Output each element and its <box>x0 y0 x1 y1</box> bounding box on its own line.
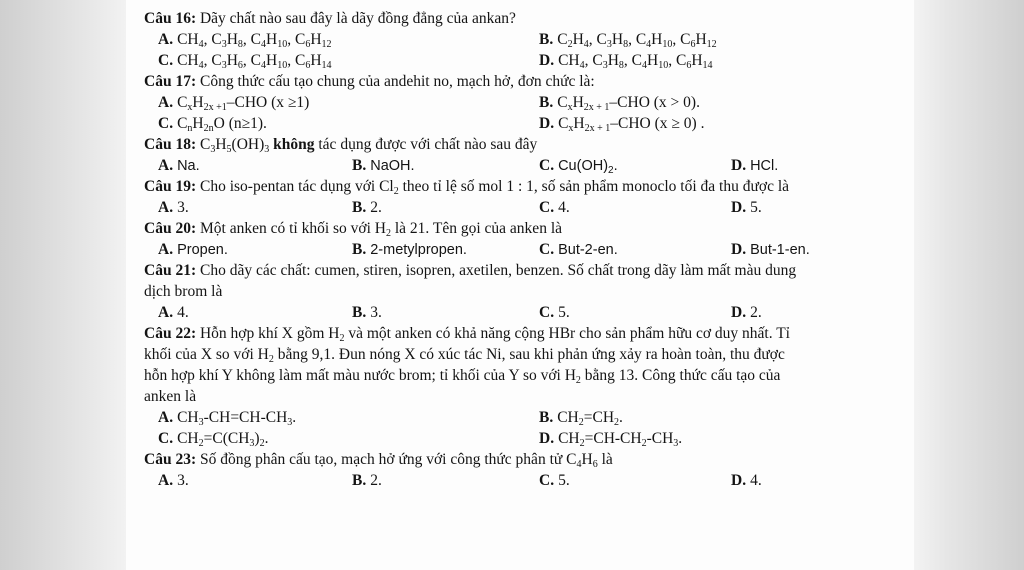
formula-text: Số đồng phân cấu tạo, mạch hở ứng với công thức phân tử C <box>199 451 577 468</box>
formula-subscript: 8 <box>237 39 243 50</box>
formula-subscript: 3 <box>210 144 216 155</box>
formula-text: H <box>695 31 707 48</box>
option-a[interactable]: A. $CH_4$, $C_3H_8$, $C_4H_{10}$, $C_6H_{12}$ <box>158 31 332 50</box>
option-c[interactable]: C. But-2-en. <box>539 241 618 258</box>
formula-text: CH <box>177 409 199 426</box>
formula-text: C <box>177 115 188 132</box>
formula-text: –CHO (x > 0). <box>609 94 700 111</box>
option-a[interactable]: A. 4. <box>158 304 189 321</box>
formula-text: CH <box>558 52 580 69</box>
option-c[interactable]: C. 4. <box>539 199 570 216</box>
formula-text: H <box>192 94 204 111</box>
formula-subscript: 14 <box>321 60 332 71</box>
formula-text: , C <box>628 31 647 48</box>
formula-text: , C <box>672 31 691 48</box>
option-b[interactable]: B. 2. <box>352 472 382 489</box>
question-16 <box>144 8 914 71</box>
formula-text: ) <box>254 430 260 447</box>
formula-subscript: 2 <box>641 438 647 449</box>
formula-text: But-2-en. <box>558 242 618 258</box>
formula-text: 5. <box>558 472 570 489</box>
formula-text: Một anken có tỉ khối so với H <box>199 220 386 237</box>
formula-subscript: 2 <box>578 417 584 428</box>
option-b[interactable]: B. NaOH. <box>352 157 415 174</box>
formula-subscript: 3 <box>249 438 255 449</box>
option-d[interactable]: D. 4. <box>731 472 762 489</box>
question-text: Cho dãy các chất: cumen, stiren, isopren, axetilen, benzen. Số chất trong dãy làm mất màu dung <box>199 262 797 279</box>
formula-text: =CH-CH <box>584 430 642 447</box>
formula-text: , C <box>584 52 603 69</box>
formula-subscript: 14 <box>702 60 713 71</box>
formula-text: =C(CH <box>203 430 250 447</box>
formula-text: HCl. <box>750 158 779 174</box>
formula-text: –CHO (x ≥1) <box>226 94 310 111</box>
option-c[interactable]: C. $CH_2=C(CH_3)_2$. <box>158 430 269 449</box>
formula-text: , C <box>588 31 607 48</box>
formula-text: 3. <box>370 304 382 321</box>
formula-subscript: 6 <box>686 60 692 71</box>
formula-text: , C <box>242 52 262 69</box>
formula-text: 2-metylpropen. <box>370 242 467 258</box>
formula-subscript: 2 <box>608 165 614 176</box>
formula-text: . <box>264 430 269 447</box>
formula-subscript: 2 <box>339 333 345 344</box>
question-number: Câu 21: <box>144 262 197 279</box>
formula-text: , C <box>668 52 687 69</box>
formula-text: H <box>310 52 322 69</box>
formula-text: 2. <box>370 199 382 216</box>
formula-text: 5. <box>750 199 762 216</box>
question-text: Công thức cấu tạo chung của andehit no, mạch hở, đơn chức là: <box>199 73 595 90</box>
formula-subscript: 6 <box>690 39 696 50</box>
option-a[interactable]: A. 3. <box>158 199 189 216</box>
formula-text: 3. <box>177 199 189 216</box>
formula-subscript: 2x + 1 <box>584 123 611 134</box>
formula-subscript: 6 <box>305 39 311 50</box>
formula-text: là 21. Tên gọi của anken là <box>390 220 562 237</box>
formula-text: theo tỉ lệ số mol 1 : 1, số sản phẩm monoclo tối đa thu được là <box>398 178 790 195</box>
formula-text: 2. <box>370 472 382 489</box>
formula-subscript: 4 <box>579 60 585 71</box>
question-19 <box>144 176 914 218</box>
question-22 <box>144 323 914 449</box>
formula-subscript: 2 <box>575 375 581 386</box>
option-b[interactable]: B. 2-metylpropen. <box>352 241 467 258</box>
option-d[interactable]: D. But-1-en. <box>731 241 810 258</box>
option-b[interactable]: B. $C_2H_4$, $C_3H_8$, $C_4H_{10}$, $C_6H_{12}$ <box>539 31 717 50</box>
formula-text: hỗn hợp khí Y không làm mất màu nước brom; tỉ khối của Y so với H <box>144 367 576 384</box>
formula-text: , C <box>242 31 262 48</box>
formula-subscript: 3 <box>221 60 227 71</box>
formula-subscript: 3 <box>602 60 608 71</box>
formula-subscript: 5 <box>226 144 232 155</box>
formula-text: C <box>557 94 568 111</box>
formula-subscript: 2 <box>385 228 391 239</box>
question-emphasis: không <box>273 136 315 153</box>
formula-text: But-1-en. <box>750 242 810 258</box>
formula-subscript: 6 <box>305 60 311 71</box>
option-d[interactable]: D. $CH_4$, $C_3H_8$, $C_4H_{10}$, $C_6H_{14}$ <box>539 52 713 71</box>
formula-text: (OH) <box>231 136 265 153</box>
question-text <box>200 220 562 237</box>
formula-subscript: 3 <box>221 39 227 50</box>
formula-subscript: 2x + 1 <box>583 102 610 113</box>
question-text <box>200 178 789 195</box>
formula-subscript: x <box>568 123 574 134</box>
formula-text: , C <box>203 52 222 69</box>
question-text <box>200 451 613 468</box>
formula-subscript: 4 <box>261 60 267 71</box>
formula-text: , C <box>623 52 643 69</box>
question-number: Câu 23: <box>144 451 197 468</box>
formula-subscript: x <box>187 102 193 113</box>
question-list <box>144 8 914 491</box>
formula-text: NaOH. <box>370 158 415 174</box>
formula-text: Propen. <box>177 242 228 258</box>
formula-text: . <box>619 409 623 426</box>
formula-subscript: 8 <box>623 39 629 50</box>
formula-text: C <box>199 136 211 153</box>
formula-text: H <box>572 94 584 111</box>
formula-text: H <box>607 52 619 69</box>
formula-text: H <box>215 136 227 153</box>
formula-text: H <box>266 31 278 48</box>
formula-subscript: 3 <box>198 417 204 428</box>
formula-subscript: 4 <box>583 39 589 50</box>
formula-text: , C <box>203 31 222 48</box>
formula-subscript: 2 <box>614 417 620 428</box>
question-number: Câu 16: <box>144 10 197 27</box>
option-a[interactable]: A. 3. <box>158 472 189 489</box>
formula-subscript: 12 <box>706 39 717 50</box>
formula-subscript: 2 <box>393 186 399 197</box>
question-20 <box>144 218 914 260</box>
question-text-continued: dịch brom là <box>144 283 223 300</box>
formula-text: H <box>611 31 624 48</box>
formula-text: C <box>177 94 188 111</box>
formula-text: . <box>678 430 683 447</box>
formula-text: 5. <box>558 304 570 321</box>
formula-text: 3. <box>177 472 189 489</box>
option-b[interactable]: B. 3. <box>352 304 382 321</box>
option-d[interactable]: D. 2. <box>731 304 762 321</box>
formula-text: bằng 13. Công thức cấu tạo của <box>580 367 781 384</box>
formula-text: O (n≥1). <box>213 115 267 132</box>
option-d[interactable]: D. $C_xH_{2x + 1}$–CHO (x ≥ 0) . <box>539 115 705 134</box>
formula-text: H <box>192 115 204 132</box>
formula-subscript: 8 <box>618 60 624 71</box>
formula-text: H <box>572 31 584 48</box>
formula-subscript: 4 <box>198 39 204 50</box>
formula-subscript: 4 <box>261 39 267 50</box>
option-a[interactable]: A. Na. <box>158 157 200 174</box>
formula-subscript: n <box>187 123 193 134</box>
formula-subscript: 3 <box>264 144 270 155</box>
question-23 <box>144 449 914 491</box>
question-18 <box>144 134 914 176</box>
question-text-continued: anken là <box>144 388 197 405</box>
question-formula <box>200 136 269 153</box>
formula-text: 4. <box>750 472 762 489</box>
right-background-margin <box>914 0 1024 570</box>
formula-subscript: 4 <box>198 60 204 71</box>
formula-subscript: 12 <box>321 39 332 50</box>
formula-subscript: 10 <box>277 39 288 50</box>
formula-subscript: 2x +1 <box>203 102 227 113</box>
question-text-continued <box>144 346 785 363</box>
formula-subscript: 10 <box>277 60 288 71</box>
formula-text: khối của X so với H <box>144 346 269 363</box>
question-text-continued <box>144 367 780 384</box>
option-b[interactable]: B. $C_xH_{2x + 1}$–CHO (x > 0). <box>539 94 700 113</box>
formula-subscript: 2n <box>203 123 214 134</box>
left-background-margin <box>0 0 126 570</box>
formula-subscript: 3 <box>673 438 679 449</box>
question-text <box>200 325 790 342</box>
formula-text: 2. <box>750 304 762 321</box>
formula-text: H <box>226 31 238 48</box>
formula-subscript: 4 <box>576 459 582 470</box>
formula-text: CH <box>558 430 580 447</box>
formula-text: CH <box>177 31 199 48</box>
question-text: tác dụng được với chất nào sau đây <box>318 136 538 153</box>
option-a[interactable]: A. $CH_3-CH=CH-CH_3$. <box>158 409 297 428</box>
formula-text: , C <box>287 52 306 69</box>
formula-text: Na. <box>177 158 200 174</box>
option-a[interactable]: A. $C_xH_{2x +1}$–CHO (x ≥1) <box>158 94 310 113</box>
option-c[interactable]: C. 5. <box>539 304 570 321</box>
question-number: Câu 19: <box>144 178 197 195</box>
option-c[interactable]: C. $CH_4$, $C_3H_6$, $C_4H_{10}$, $C_6H_{14}$ <box>158 52 332 71</box>
formula-subscript: 6 <box>592 459 598 470</box>
formula-text: . <box>613 158 618 174</box>
formula-subscript: 10 <box>658 60 669 71</box>
formula-text: H <box>310 31 322 48</box>
option-d[interactable]: D. HCl. <box>731 157 779 174</box>
formula-text: Hỗn hợp khí X gồm H <box>199 325 340 342</box>
question-number: Câu 17: <box>144 73 197 90</box>
option-d[interactable]: D. $CH_2=CH-CH_2-CH_3$. <box>539 430 683 449</box>
question-text: Dãy chất nào sau đây là dãy đồng đẳng của ankan? <box>199 10 516 27</box>
option-c[interactable]: C. $Cu(OH)_2$. <box>539 157 618 176</box>
formula-text: CH <box>557 409 579 426</box>
formula-text: , C <box>287 31 306 48</box>
formula-text: H <box>647 52 659 69</box>
option-b[interactable]: B. 2. <box>352 199 382 216</box>
formula-text: CH <box>177 430 199 447</box>
formula-subscript: 2 <box>198 438 204 449</box>
formula-text: 4. <box>558 199 570 216</box>
formula-subscript: 2 <box>567 39 573 50</box>
formula-text: CH <box>177 52 199 69</box>
formula-subscript: 3 <box>287 417 293 428</box>
formula-text: Cho iso-pentan tác dụng với Cl <box>199 178 394 195</box>
formula-subscript: 10 <box>662 39 673 50</box>
formula-subscript: 4 <box>642 60 648 71</box>
formula-text: bằng 9,1. Đun nóng X có xúc tác Ni, sau khi phản ứng xảy ra hoàn toàn, thu được <box>273 346 785 363</box>
formula-subscript: x <box>567 102 573 113</box>
formula-subscript: 2 <box>259 438 265 449</box>
option-c[interactable]: C. $C_nH_{2n}O$ (n≥1). <box>158 115 267 134</box>
formula-text: . <box>292 409 297 426</box>
formula-text: H <box>266 52 278 69</box>
formula-text: 4. <box>177 304 189 321</box>
formula-text: H <box>573 115 585 132</box>
option-b[interactable]: B. $CH_2=CH_2$. <box>539 409 623 428</box>
formula-text: Cu(OH) <box>558 158 609 174</box>
formula-text: C <box>558 115 569 132</box>
formula-subscript: 6 <box>237 60 243 71</box>
formula-text: H <box>226 52 238 69</box>
formula-text: H <box>581 451 593 468</box>
formula-text: -CH=CH-CH <box>203 409 288 426</box>
question-21 <box>144 260 914 323</box>
formula-subscript: 2 <box>268 354 274 365</box>
question-number: Câu 22: <box>144 325 197 342</box>
document-page <box>126 0 914 570</box>
formula-text: -CH <box>646 430 674 447</box>
question-number: Câu 18: <box>144 136 197 153</box>
formula-text: là <box>597 451 613 468</box>
formula-text: =CH <box>583 409 615 426</box>
formula-text: H <box>651 31 663 48</box>
formula-text: H <box>691 52 703 69</box>
formula-subscript: 2 <box>579 438 585 449</box>
question-number: Câu 20: <box>144 220 197 237</box>
formula-text: và một anken có khả năng cộng HBr cho sản phẩm hữu cơ duy nhất. Tỉ <box>344 325 790 342</box>
option-d[interactable]: D. 5. <box>731 199 762 216</box>
formula-subscript: 4 <box>646 39 652 50</box>
formula-text: C <box>557 31 568 48</box>
option-c[interactable]: C. 5. <box>539 472 570 489</box>
formula-subscript: 3 <box>606 39 612 50</box>
question-17 <box>144 71 914 134</box>
formula-text: –CHO (x ≥ 0) . <box>610 115 705 132</box>
option-a[interactable]: A. Propen. <box>158 241 228 258</box>
